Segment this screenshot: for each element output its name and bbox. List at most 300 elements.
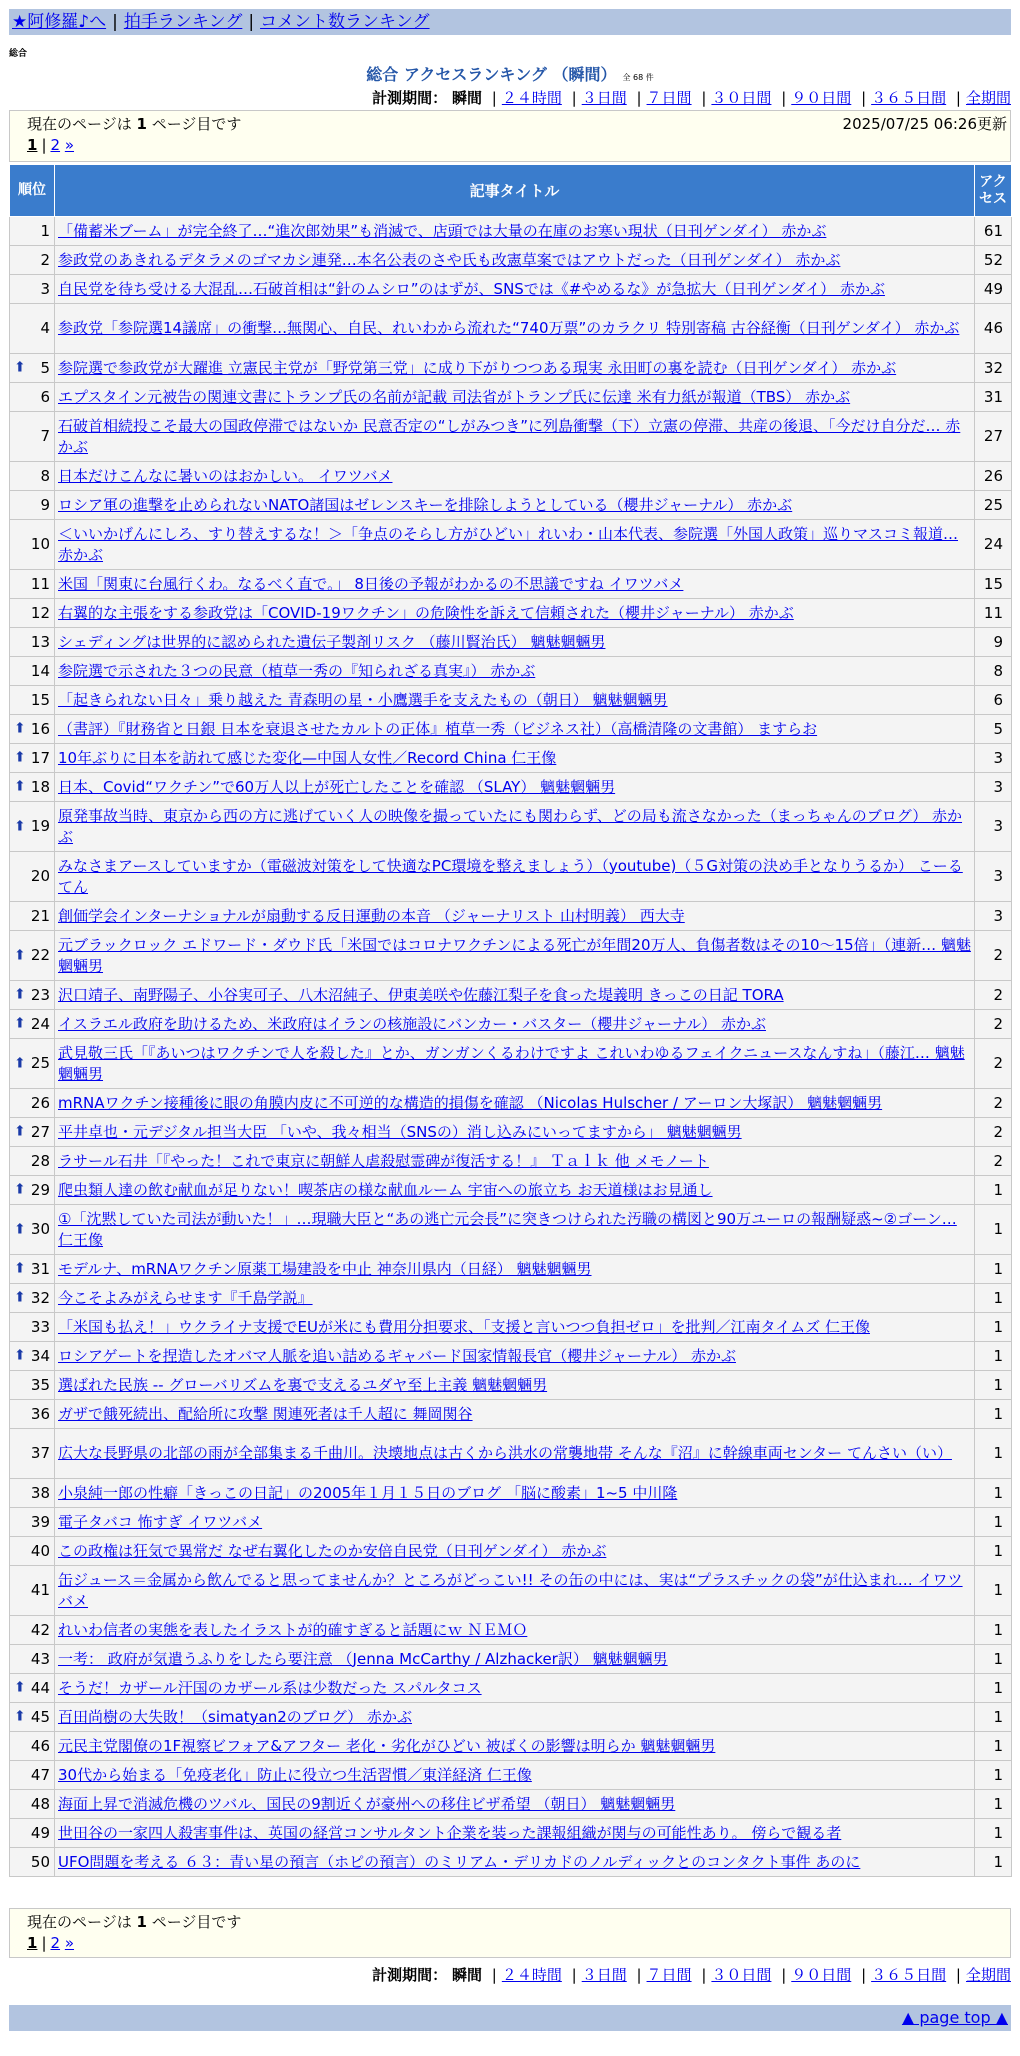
rank-cell — [10, 1284, 55, 1313]
access-count: 8 — [975, 657, 1012, 686]
article-link[interactable]: みなさまアースしていますか（電磁波対策をして快適なPC環境を整えましょう）（youtube)（５G対策の決め手となりうるか） こーるてん — [58, 856, 963, 896]
table-row — [10, 852, 1012, 902]
title-cell — [55, 773, 975, 802]
page-title — [0, 62, 1020, 85]
up-arrow-icon: ⬆ — [14, 986, 26, 1003]
rank-number: 23 — [30, 985, 50, 1004]
article-link[interactable]: 石破首相続投こそ最大の国政停滞ではないか 民意否定の“しがみつき”に列島衝撃（下）立憲の停滞、共産の後退、「今だけ自分だ… 赤かぶ — [58, 416, 961, 456]
access-count: 2 — [975, 1118, 1012, 1147]
access-count: 1 — [975, 1205, 1012, 1255]
rank-cell — [10, 628, 55, 657]
article-link[interactable]: 爬虫類人達の飲む献血が足りない！喫茶店の様な献血ルーム 宇宙への旅立ち お天道様はお見通し — [58, 1180, 713, 1199]
period-selector-top: 計測期間： 瞬間 | ２４時間 | ３日間 | ７日間 | ３０日間 | ９０日間 | ３６５日間 | 全期間 — [372, 89, 1011, 107]
access-count: 26 — [975, 462, 1012, 491]
article-link[interactable]: 武見敬三氏「『あいつはワクチンで人を殺した』とか、ガンガンくるわけですよ これいわゆるフェイクニュースなんすね」（藤江… 魑魅魍魎男 — [58, 1043, 965, 1083]
rank-cell — [10, 1761, 55, 1790]
page-info-top — [9, 110, 1011, 162]
rank-number: 26 — [30, 1093, 50, 1112]
rank-cell — [10, 1039, 55, 1089]
nav-separator: | — [248, 12, 255, 32]
title-cell — [55, 1819, 975, 1848]
table-row — [10, 1089, 1012, 1118]
article-link[interactable]: ＜いいかげんにしろ、すり替えするな！＞「争点のそらし方がひどい」れいわ・山本代表、参院選「外国人政策」巡りマスコミ報道… 赤かぶ — [58, 524, 959, 564]
up-arrow-icon: ⬆ — [14, 749, 26, 766]
top-nav-bar — [9, 9, 1011, 35]
access-count: 2 — [975, 981, 1012, 1010]
rank-cell — [10, 304, 55, 354]
page-top-link[interactable]: ▲ page top ▲ — [901, 2008, 1008, 2027]
table-row — [10, 491, 1012, 520]
article-link[interactable]: （書評）『財務省と日銀 日本を衰退させたカルトの正体』植草一秀（ビジネス社）（高橋清隆の文書館） ますらお — [58, 719, 818, 738]
access-count: 3 — [975, 852, 1012, 902]
period-link-7d[interactable]: ７日間 — [646, 89, 692, 107]
table-row — [10, 304, 1012, 354]
header-rank: 順位 — [10, 165, 55, 217]
title-cell — [55, 802, 975, 852]
access-count: 1 — [975, 1479, 1012, 1508]
table-row — [10, 1566, 1012, 1616]
table-row — [10, 1039, 1012, 1089]
rank-number: 50 — [30, 1852, 50, 1871]
nav-link-ashura[interactable]: ★阿修羅♪へ — [12, 12, 107, 32]
title-cell — [55, 1039, 975, 1089]
period-link-90d[interactable]: ９０日間 — [791, 1966, 852, 1984]
title-cell — [55, 1429, 975, 1479]
table-row — [10, 246, 1012, 275]
up-arrow-icon: ⬆ — [14, 818, 26, 834]
rank-number: 4 — [40, 319, 50, 337]
article-link[interactable]: ロシア軍の進撃を止められないNATO諸国はゼレンスキーを排除しようとしている（櫻井ジャーナル） 赤かぶ — [58, 495, 793, 514]
access-count: 1 — [975, 1429, 1012, 1479]
period-label: 計測期間： — [372, 1966, 448, 1984]
access-count: 3 — [975, 902, 1012, 931]
title-cell — [55, 1616, 975, 1645]
article-link[interactable]: 原発事故当時、東京から西の方に逃げていく人の映像を撮っていたにも関わらず、どの局も流さなかった（まっちゃんのブログ） 赤かぶ — [58, 806, 963, 846]
table-row — [10, 628, 1012, 657]
title-cell — [55, 1703, 975, 1732]
rank-cell — [10, 1255, 55, 1284]
period-link-all[interactable]: 全期間 — [965, 1966, 1011, 1984]
up-arrow-icon: ⬆ — [14, 1055, 26, 1071]
access-count: 1 — [975, 1616, 1012, 1645]
period-current: 瞬間 — [451, 89, 482, 107]
title-cell — [55, 1732, 975, 1761]
article-link[interactable]: 元ブラックロック エドワード・ダウド氏「米国ではコロナワクチンによる死亡が年間20万人、負傷者数はその10～15倍」（連新… 魑魅魍魎男 — [58, 935, 971, 975]
period-link-30d[interactable]: ３０日間 — [711, 1966, 772, 1984]
nav-link-comment-ranking[interactable]: コメント数ランキング — [260, 12, 430, 32]
ranking-table — [9, 164, 1012, 1877]
period-link-3d[interactable]: ３日間 — [581, 1966, 627, 1984]
rank-number: 2 — [40, 250, 50, 269]
table-row — [10, 1848, 1012, 1877]
table-row — [10, 1508, 1012, 1537]
period-link-3d[interactable]: ３日間 — [581, 89, 627, 107]
access-count: 1 — [975, 1703, 1012, 1732]
table-row — [10, 1118, 1012, 1147]
access-count: 1 — [975, 1732, 1012, 1761]
article-link[interactable]: mRNAワクチン接種後に眼の角膜内皮に不可逆的な構造的損傷を確認 （Nicolas Hulscher / アーロン大塚訳） 魑魅魍魎男 — [58, 1093, 883, 1112]
table-row — [10, 1313, 1012, 1342]
title-cell — [55, 520, 975, 570]
up-arrow-icon: ⬆ — [14, 1260, 26, 1277]
up-arrow-icon: ⬆ — [14, 1181, 26, 1198]
access-count: 32 — [975, 354, 1012, 383]
rank-cell — [10, 1342, 55, 1371]
table-row — [10, 1147, 1012, 1176]
title-cell — [55, 246, 975, 275]
article-link[interactable]: 日本だけこんなに暑いのはおかしい。 イワツバメ — [58, 466, 393, 485]
title-cell — [55, 1508, 975, 1537]
title-cell — [55, 275, 975, 304]
article-link[interactable]: そうだ！カザール汗国のカザール系は少数だった スパルタコス — [58, 1678, 482, 1697]
rank-cell — [10, 1645, 55, 1674]
title-cell — [55, 304, 975, 354]
article-link[interactable]: ガザで餓死続出、配給所に攻撃 関連死者は千人超に 舞岡関谷 — [58, 1404, 473, 1423]
rank-cell — [10, 354, 55, 383]
nav-link-clap-ranking[interactable]: 拍手ランキング — [123, 12, 243, 32]
access-count: 2 — [975, 1039, 1012, 1089]
rank-cell — [10, 902, 55, 931]
rank-cell — [10, 802, 55, 852]
up-arrow-icon: ⬆ — [14, 1679, 26, 1696]
rank-cell — [10, 1429, 55, 1479]
rank-number: 20 — [30, 867, 50, 885]
rank-cell — [10, 520, 55, 570]
article-link[interactable]: 30代から始まる「免疫老化」防止に役立つ生活習慣／東洋経済 仁王像 — [58, 1765, 532, 1784]
rank-cell — [10, 1616, 55, 1645]
article-link[interactable]: 元民主党閣僚の1F視察ビフォア&アフター 老化・劣化がひどい 被ばくの影響は明らか 魑魅魍魎男 — [58, 1736, 716, 1755]
access-count: 3 — [975, 773, 1012, 802]
title-cell — [55, 354, 975, 383]
rank-number: 8 — [40, 466, 50, 485]
access-count: 1 — [975, 1508, 1012, 1537]
rank-cell — [10, 1703, 55, 1732]
article-link[interactable]: 小泉純一郎の性癖「きっこの日記」の2005年１月１５日のブログ 「脳に酸素」1~5 中川隆 — [58, 1483, 678, 1502]
period-label: 計測期間： — [372, 89, 448, 107]
article-link[interactable]: 「起きられない日々」乗り越えた 青森明の星・小鷹選手を支えたもの（朝日） 魑魅魍魎男 — [58, 690, 668, 709]
article-link[interactable]: 米国「関東に台風行くわ。なるべく直で。」 8日後の予報がわかるの不思議ですね イワツバメ — [58, 574, 684, 593]
period-link-30d[interactable]: ３０日間 — [711, 89, 772, 107]
article-link[interactable]: 参院選で示された３つの民意（植草一秀の『知られざる真実』） 赤かぶ — [58, 661, 536, 680]
rank-cell — [10, 1537, 55, 1566]
current-page-text: 現在のページは 1 ページ目です — [27, 1913, 242, 1931]
rank-number: 42 — [30, 1620, 50, 1639]
up-arrow-icon: ⬆ — [14, 947, 26, 963]
article-link[interactable]: 今こそよみがえらせます『千島学説』 — [58, 1288, 313, 1307]
rank-cell — [10, 1118, 55, 1147]
access-count: 31 — [975, 383, 1012, 412]
rank-cell — [10, 570, 55, 599]
table-row — [10, 902, 1012, 931]
access-count: 3 — [975, 802, 1012, 852]
title-cell — [55, 599, 975, 628]
rank-number: 31 — [30, 1259, 50, 1278]
access-count: 1 — [975, 1645, 1012, 1674]
table-row — [10, 217, 1012, 246]
rank-number: 40 — [30, 1541, 50, 1560]
access-count: 1 — [975, 1674, 1012, 1703]
rank-number: 22 — [30, 946, 50, 964]
period-link-24h[interactable]: ２４時間 — [501, 1966, 562, 1984]
access-count: 1 — [975, 1371, 1012, 1400]
table-row — [10, 744, 1012, 773]
table-row — [10, 715, 1012, 744]
title-cell — [55, 1479, 975, 1508]
access-count: 1 — [975, 1848, 1012, 1877]
rank-number: 19 — [30, 817, 50, 835]
article-link[interactable]: モデルナ、mRNAワクチン原薬工場建設を中止 神奈川県内（日経） 魑魅魍魎男 — [58, 1259, 592, 1278]
article-link[interactable]: 選ばれた民族 -- グローバリズムを裏で支えるユダヤ至上主義 魑魅魍魎男 — [58, 1375, 548, 1394]
article-link[interactable]: イスラエル政府を助けるため、米政府はイランの核施設にバンカー・バスター（櫻井ジャーナル） 赤かぶ — [58, 1014, 766, 1033]
table-row — [10, 1010, 1012, 1039]
title-cell — [55, 1371, 975, 1400]
rank-number: 33 — [30, 1317, 50, 1336]
table-row — [10, 1761, 1012, 1790]
title-cell — [55, 1284, 975, 1313]
title-cell — [55, 1790, 975, 1819]
page-info-bottom — [9, 1908, 1011, 1958]
title-cell — [55, 1761, 975, 1790]
article-link[interactable]: ①「沈黙していた司法が動いた！」…現職大臣と“あの逃亡元会長”に突きつけられた汚職の構図と90万ユーロの報酬疑惑~②ゴーン… 仁王像 — [58, 1209, 957, 1249]
title-cell — [55, 1118, 975, 1147]
access-count: 46 — [975, 304, 1012, 354]
rank-number: 27 — [30, 1122, 50, 1141]
rank-cell — [10, 715, 55, 744]
table-row — [10, 1790, 1012, 1819]
table-row — [10, 354, 1012, 383]
rank-number: 35 — [30, 1375, 50, 1394]
title-cell — [55, 931, 975, 981]
rank-cell — [10, 1479, 55, 1508]
rank-cell — [10, 1790, 55, 1819]
access-count: 61 — [975, 217, 1012, 246]
up-arrow-icon: ⬆ — [14, 1347, 26, 1364]
rank-cell — [10, 1147, 55, 1176]
rank-cell — [10, 1508, 55, 1537]
title-cell — [55, 1342, 975, 1371]
rank-number: 46 — [30, 1736, 50, 1755]
table-row — [10, 520, 1012, 570]
title-cell — [55, 1010, 975, 1039]
access-count: 1 — [975, 1819, 1012, 1848]
page-current: 1 — [27, 1934, 38, 1952]
title-cell — [55, 852, 975, 902]
title-cell — [55, 628, 975, 657]
title-cell — [55, 981, 975, 1010]
access-count: 2 — [975, 1010, 1012, 1039]
up-arrow-icon: ⬆ — [14, 1708, 26, 1725]
title-cell — [55, 1537, 975, 1566]
period-link-24h[interactable]: ２４時間 — [501, 89, 562, 107]
table-row — [10, 275, 1012, 304]
rank-number: 16 — [30, 719, 50, 738]
rank-number: 3 — [40, 279, 50, 298]
rank-number: 15 — [30, 690, 50, 709]
rank-number: 45 — [30, 1707, 50, 1726]
period-link-90d[interactable]: ９０日間 — [791, 89, 852, 107]
period-link-365d[interactable]: ３６５日間 — [871, 89, 947, 107]
rank-number: 41 — [30, 1581, 50, 1599]
table-row — [10, 1537, 1012, 1566]
table-row — [10, 1400, 1012, 1429]
access-count: 25 — [975, 491, 1012, 520]
article-link[interactable]: 一考： 政府が気遣うふりをしたら要注意 （Jenna McCarthy / Alzhacker訳） 魑魅魍魎男 — [58, 1649, 668, 1668]
title-cell — [55, 1645, 975, 1674]
access-count: 2 — [975, 1089, 1012, 1118]
table-row — [10, 1429, 1012, 1479]
rank-number: 18 — [30, 777, 50, 796]
article-link[interactable]: 缶ジュース＝金属から飲んでると思ってませんか？ところがどっこい!! その缶の中には、実は“プラスチックの袋”が仕込まれ… イワツバメ — [58, 1570, 963, 1610]
article-link[interactable]: 電子タバコ 怖すぎ イワツバメ — [58, 1512, 263, 1531]
page-title-text: 総合 アクセスランキング （瞬間） — [366, 65, 617, 84]
article-link[interactable]: 10年ぶりに日本を訪れて感じた変化—中国人女性／Record China 仁王像 — [58, 748, 557, 767]
period-link-7d[interactable]: ７日間 — [646, 1966, 692, 1984]
rank-number: 37 — [30, 1444, 50, 1462]
table-row — [10, 1732, 1012, 1761]
rank-number: 34 — [30, 1346, 50, 1365]
access-count: 6 — [975, 686, 1012, 715]
rank-number: 47 — [30, 1765, 50, 1784]
access-count: 15 — [975, 570, 1012, 599]
rank-number: 14 — [30, 661, 50, 680]
up-arrow-icon: ⬆ — [14, 1289, 26, 1306]
table-row — [10, 1342, 1012, 1371]
rank-cell — [10, 246, 55, 275]
rank-number: 44 — [30, 1678, 50, 1697]
table-row — [10, 462, 1012, 491]
title-cell — [55, 1674, 975, 1703]
article-link[interactable]: 日本、Covid“ワクチン”で60万人以上が死亡したことを確認 （SLAY） 魑魅魍魎男 — [58, 777, 616, 796]
period-link-all[interactable]: 全期間 — [965, 89, 1011, 107]
rank-cell — [10, 1205, 55, 1255]
article-link[interactable]: 創価学会インターナショナルが扇動する反日運動の本音 （ジャーナリスト 山村明義） 西大寺 — [58, 906, 685, 925]
title-cell — [55, 1255, 975, 1284]
table-row — [10, 1205, 1012, 1255]
rank-number: 7 — [40, 427, 50, 445]
access-count: 5 — [975, 715, 1012, 744]
article-link[interactable]: 海面上昇で消滅危機のツバル、国民の9割近くが豪州への移住ビザ希望 （朝日） 魑魅魍魎男 — [58, 1794, 676, 1813]
access-count: 11 — [975, 599, 1012, 628]
title-cell — [55, 383, 975, 412]
access-count: 2 — [975, 931, 1012, 981]
header-title: 記事タイトル — [55, 165, 975, 217]
article-link[interactable]: この政権は狂気で異常だ なぜ右翼化したのか安倍自民党（日刊ゲンダイ） 赤かぶ — [58, 1541, 607, 1560]
article-link[interactable]: 広大な長野県の北部の雨が全部集まる千曲川。決壊地点は古くから洪水の常襲地帯 そんな『沼』に幹線車両センター てんさい（い） — [58, 1444, 952, 1462]
rank-cell — [10, 1176, 55, 1205]
title-cell — [55, 657, 975, 686]
article-link[interactable]: 平井卓也・元デジタル担当大臣 「いや、我々相当（SNSの）消し込みにいってますから」 魑魅魍魎男 — [58, 1122, 742, 1141]
access-count: 1 — [975, 1284, 1012, 1313]
rank-number: 1 — [40, 221, 50, 240]
table-row — [10, 599, 1012, 628]
access-count: 49 — [975, 275, 1012, 304]
access-count: 1 — [975, 1537, 1012, 1566]
rank-number: 32 — [30, 1288, 50, 1307]
table-row — [10, 570, 1012, 599]
title-cell — [55, 1176, 975, 1205]
article-link[interactable]: ラサール石井「『やった！これで東京に朝鮮人虐殺慰霊碑が復活する！』 Ｔａｌｋ 他 メモノート — [58, 1151, 709, 1170]
table-row — [10, 1703, 1012, 1732]
next-page-link[interactable]: » — [64, 136, 75, 154]
up-arrow-icon: ⬆ — [14, 1015, 26, 1032]
title-cell — [55, 1848, 975, 1877]
rank-number: 43 — [30, 1649, 50, 1668]
rank-number: 10 — [30, 535, 50, 553]
table-row — [10, 773, 1012, 802]
article-link[interactable]: 「備蓄米ブーム」が完全終了…“進次郎効果”も消滅で、店頭では大量の在庫のお寒い現状（日刊ゲンダイ） 赤かぶ — [58, 221, 827, 240]
rank-number: 12 — [30, 603, 50, 622]
rank-cell — [10, 412, 55, 462]
rank-cell — [10, 491, 55, 520]
article-link[interactable]: UFO問題を考える ６３：青い星の預言（ホピの預言）のミリアム・デリカドのノルディックとのコンタクト事件 あのに — [58, 1852, 861, 1871]
table-row — [10, 1645, 1012, 1674]
up-arrow-icon: ⬆ — [14, 778, 26, 795]
article-link[interactable]: れいわ信者の実態を表したイラストが的確すぎると話題にｗ ＮＥＭＯ — [58, 1620, 528, 1639]
access-count: 1 — [975, 1761, 1012, 1790]
article-link[interactable]: 参政党「参院選14議席」の衝撃…無関心、自民、れいわから流れた“740万票”のカラクリ 特別寄稿 古谷経衡（日刊ゲンダイ） 赤かぶ — [58, 319, 960, 337]
rank-cell — [10, 686, 55, 715]
page-link-2[interactable]: 2 — [50, 136, 61, 154]
rank-cell — [10, 1313, 55, 1342]
rank-number: 49 — [30, 1823, 50, 1842]
article-link[interactable]: 「米国も払え！」ウクライナ支援でEUが米にも費用分担要求、「支援と言いつつ負担ゼロ」を批判／江南タイムズ 仁王像 — [58, 1317, 870, 1336]
article-link[interactable]: 百田尚樹の大失敗！（simatyan2のブログ） 赤かぶ — [58, 1707, 413, 1726]
rank-number: 48 — [30, 1794, 50, 1813]
table-row — [10, 1176, 1012, 1205]
rank-cell — [10, 1400, 55, 1429]
up-arrow-icon: ⬆ — [14, 1123, 26, 1140]
article-link[interactable]: 世田谷の一家四人殺害事件は、英国の経営コンサルタント企業を装った課報組織が関与の可能性あり。 傍らで観る者 — [58, 1823, 842, 1842]
access-count: 2 — [975, 1147, 1012, 1176]
page-link-2[interactable]: 2 — [50, 1934, 61, 1952]
up-arrow-icon: ⬆ — [14, 1221, 26, 1237]
rank-cell — [10, 657, 55, 686]
rank-cell — [10, 1566, 55, 1616]
rank-number: 38 — [30, 1483, 50, 1502]
title-cell — [55, 491, 975, 520]
article-link[interactable]: 参院選で参政党が大躍進 立憲民主党が「野党第三党」に成り下がりつつある現実 永田町の裏を読む（日刊ゲンダイ） 赤かぶ — [58, 358, 897, 377]
rank-cell — [10, 1371, 55, 1400]
rank-number: 9 — [40, 495, 50, 514]
up-arrow-icon: ⬆ — [14, 359, 26, 376]
title-cell — [55, 570, 975, 599]
access-count: 27 — [975, 412, 1012, 462]
article-link[interactable]: 参政党のあきれるデタラメのゴマカシ連発…本名公表のさや氏も改憲草案ではアウトだった（日刊ゲンダイ） 赤かぶ — [58, 250, 841, 269]
rank-cell — [10, 931, 55, 981]
rank-number: 13 — [30, 632, 50, 651]
article-link[interactable]: 沢口靖子、南野陽子、小谷実可子、八木沼純子、伊東美咲や佐藤江梨子を食った堤義明 きっこの日記 TORA — [58, 985, 784, 1004]
access-count: 1 — [975, 1400, 1012, 1429]
article-link[interactable]: エプスタイン元被告の関連文書にトランプ氏の名前が記載 司法省がトランプ氏に伝達 米有力紙が報道（TBS） 赤かぶ — [58, 387, 851, 406]
article-link[interactable]: 右翼的な主張をする参政党は「COVID-19ワクチン」の危険性を訴えて信頼された（櫻井ジャーナル） 赤かぶ — [58, 603, 794, 622]
title-cell — [55, 1147, 975, 1176]
next-page-link[interactable]: » — [64, 1934, 75, 1952]
rank-cell — [10, 773, 55, 802]
table-row — [10, 1674, 1012, 1703]
title-cell — [55, 715, 975, 744]
table-row — [10, 657, 1012, 686]
access-count: 1 — [975, 1313, 1012, 1342]
period-selector-bottom: 計測期間： 瞬間 | ２４時間 | ３日間 | ７日間 | ３０日間 | ９０日間 | ３６５日間 | 全期間 — [372, 1966, 1011, 1984]
access-count: 24 — [975, 520, 1012, 570]
article-link[interactable]: シェディングは世界的に認められた遺伝子製剤リスク （藤川賢治氏） 魑魅魍魎男 — [58, 632, 606, 651]
article-link[interactable]: ロシアゲートを捏造したオバマ人脈を追い詰めるギャバード国家情報長官（櫻井ジャーナル） 赤かぶ — [58, 1346, 736, 1365]
rank-cell — [10, 744, 55, 773]
period-link-365d[interactable]: ３６５日間 — [871, 1966, 947, 1984]
title-cell — [55, 686, 975, 715]
article-link[interactable]: 自民党を待ち受ける大混乱…石破首相は“針のムシロ”のはずが、SNSでは《#やめるな》が急拡大（日刊ゲンダイ） 赤かぶ — [58, 279, 885, 298]
table-row — [10, 1255, 1012, 1284]
